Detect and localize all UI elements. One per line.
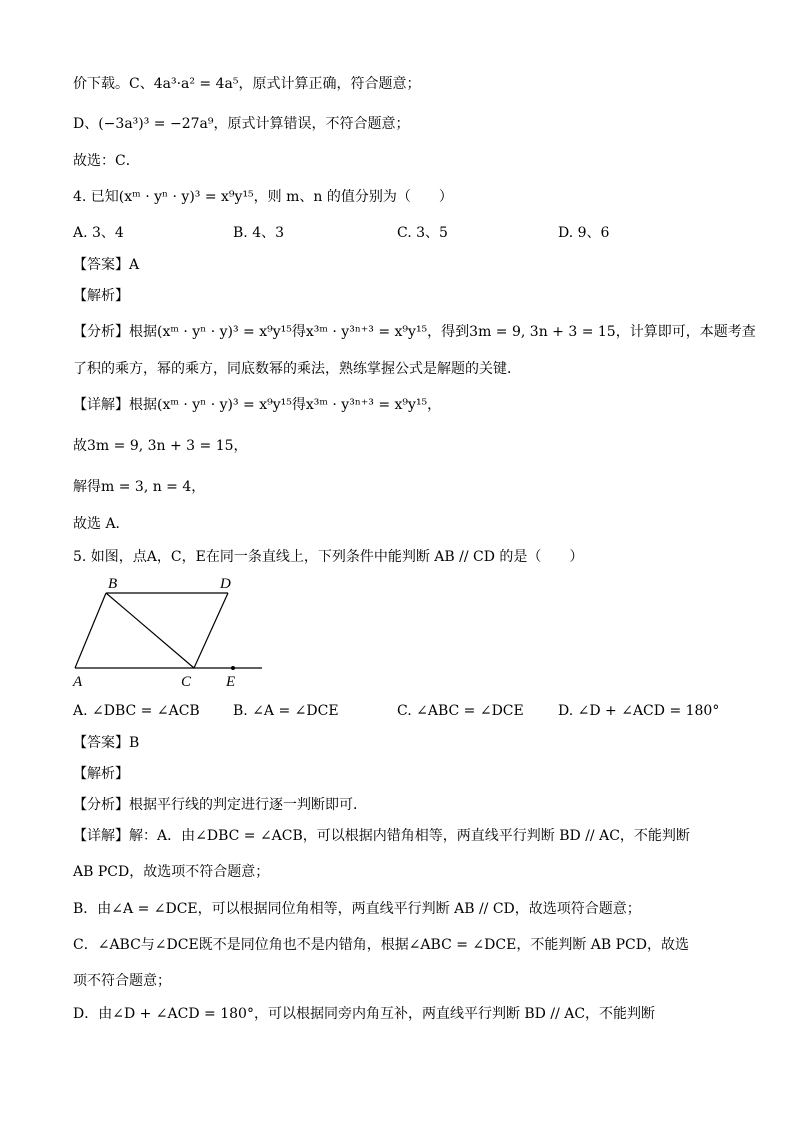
q4-choice-a: A. 3、4 bbox=[73, 225, 124, 241]
question-4-stem: 4. 已知(xᵐ · yⁿ · y)³ = x⁹y¹⁵，则 m、n 的值分别为（ ） bbox=[73, 189, 453, 205]
q4-analysis-heading: 【解析】 bbox=[73, 288, 129, 304]
geometry-figure bbox=[60, 572, 280, 692]
q4-detail-line: 故选 A． bbox=[73, 516, 130, 532]
q5-choice-a: A. ∠DBC = ∠ACB bbox=[73, 703, 200, 719]
label-d: D bbox=[220, 576, 231, 592]
q5-detail-line: D．由∠D + ∠ACD = 180°，可以根据同旁内角互补，两直线平行判断 BD // AC，不能判断 bbox=[73, 1006, 656, 1022]
q4-analysis-line: 【分析】根据(xᵐ · yⁿ · y)³ = x⁹y¹⁵得x³ᵐ · y³ⁿ⁺³ = x⁹y¹⁵，得到3m = 9, 3n + 3 = 15，计算即可，本题考查 bbox=[73, 324, 756, 340]
label-e: E bbox=[226, 674, 236, 690]
text-line: 价下载。C、4a³·a² = 4a⁵，原式计算正确，符合题意； bbox=[73, 76, 421, 92]
q4-detail-line: 解得m = 3, n = 4， bbox=[73, 479, 206, 495]
q5-detail-line: C．∠ABC与∠DCE既不是同位角也不是内错角，根据∠ABC = ∠DCE，不能判断 AB PCD，故选 bbox=[73, 937, 689, 953]
segment-ab bbox=[75, 593, 106, 668]
q5-detail-line: 项不符合题意； bbox=[73, 973, 171, 989]
point-e bbox=[231, 666, 235, 670]
q4-detail-line: 【详解】根据(xᵐ · yⁿ · y)³ = x⁹y¹⁵得x³ᵐ · y³ⁿ⁺³ = x⁹y¹⁵， bbox=[73, 397, 442, 413]
q5-analysis-heading: 【解析】 bbox=[73, 766, 129, 782]
segment-dc bbox=[194, 593, 228, 668]
text-line: 故选：C． bbox=[73, 153, 140, 169]
q5-detail-line: AB PCD，故选项不符合题意； bbox=[73, 864, 270, 880]
q4-answer: 【答案】A bbox=[73, 257, 140, 273]
segment-bc bbox=[106, 593, 194, 668]
q4-detail-line: 故3m = 9, 3n + 3 = 15， bbox=[73, 438, 248, 454]
label-a: A bbox=[73, 674, 83, 690]
q5-analysis-line: 【分析】根据平行线的判定进行逐一判断即可． bbox=[73, 797, 367, 813]
label-b: B bbox=[108, 576, 118, 592]
q5-detail-line: 【详解】解：A．由∠DBC = ∠ACB，可以根据内错角相等，两直线平行判断 BD // AC，不能判断 bbox=[73, 828, 690, 844]
q5-choice-c: C. ∠ABC = ∠DCE bbox=[397, 703, 524, 719]
question-5-stem: 5. 如图，点A，C，E在同一条直线上，下列条件中能判断 AB // CD 的是（ ） bbox=[73, 549, 584, 565]
q5-detail-line: B．由∠A = ∠DCE，可以根据同位角相等，两直线平行判断 AB // CD，故选项符合题意； bbox=[73, 901, 641, 917]
label-c: C bbox=[181, 674, 192, 690]
q5-choice-b: B. ∠A = ∠DCE bbox=[233, 703, 339, 719]
q4-choice-b: B. 4、3 bbox=[233, 225, 285, 241]
q4-analysis-line: 了积的乘方，幂的乘方，同底数幂的乘法，熟练掌握公式是解题的关键． bbox=[73, 361, 521, 377]
text-line: D、(−3a³)³ = −27a⁹，原式计算错误，不符合题意； bbox=[73, 116, 410, 132]
q4-choice-c: C. 3、5 bbox=[397, 225, 448, 241]
q5-answer: 【答案】B bbox=[73, 735, 140, 751]
q4-choice-d: D. 9、6 bbox=[558, 225, 610, 241]
q5-choice-d: D. ∠D + ∠ACD = 180° bbox=[558, 703, 720, 719]
